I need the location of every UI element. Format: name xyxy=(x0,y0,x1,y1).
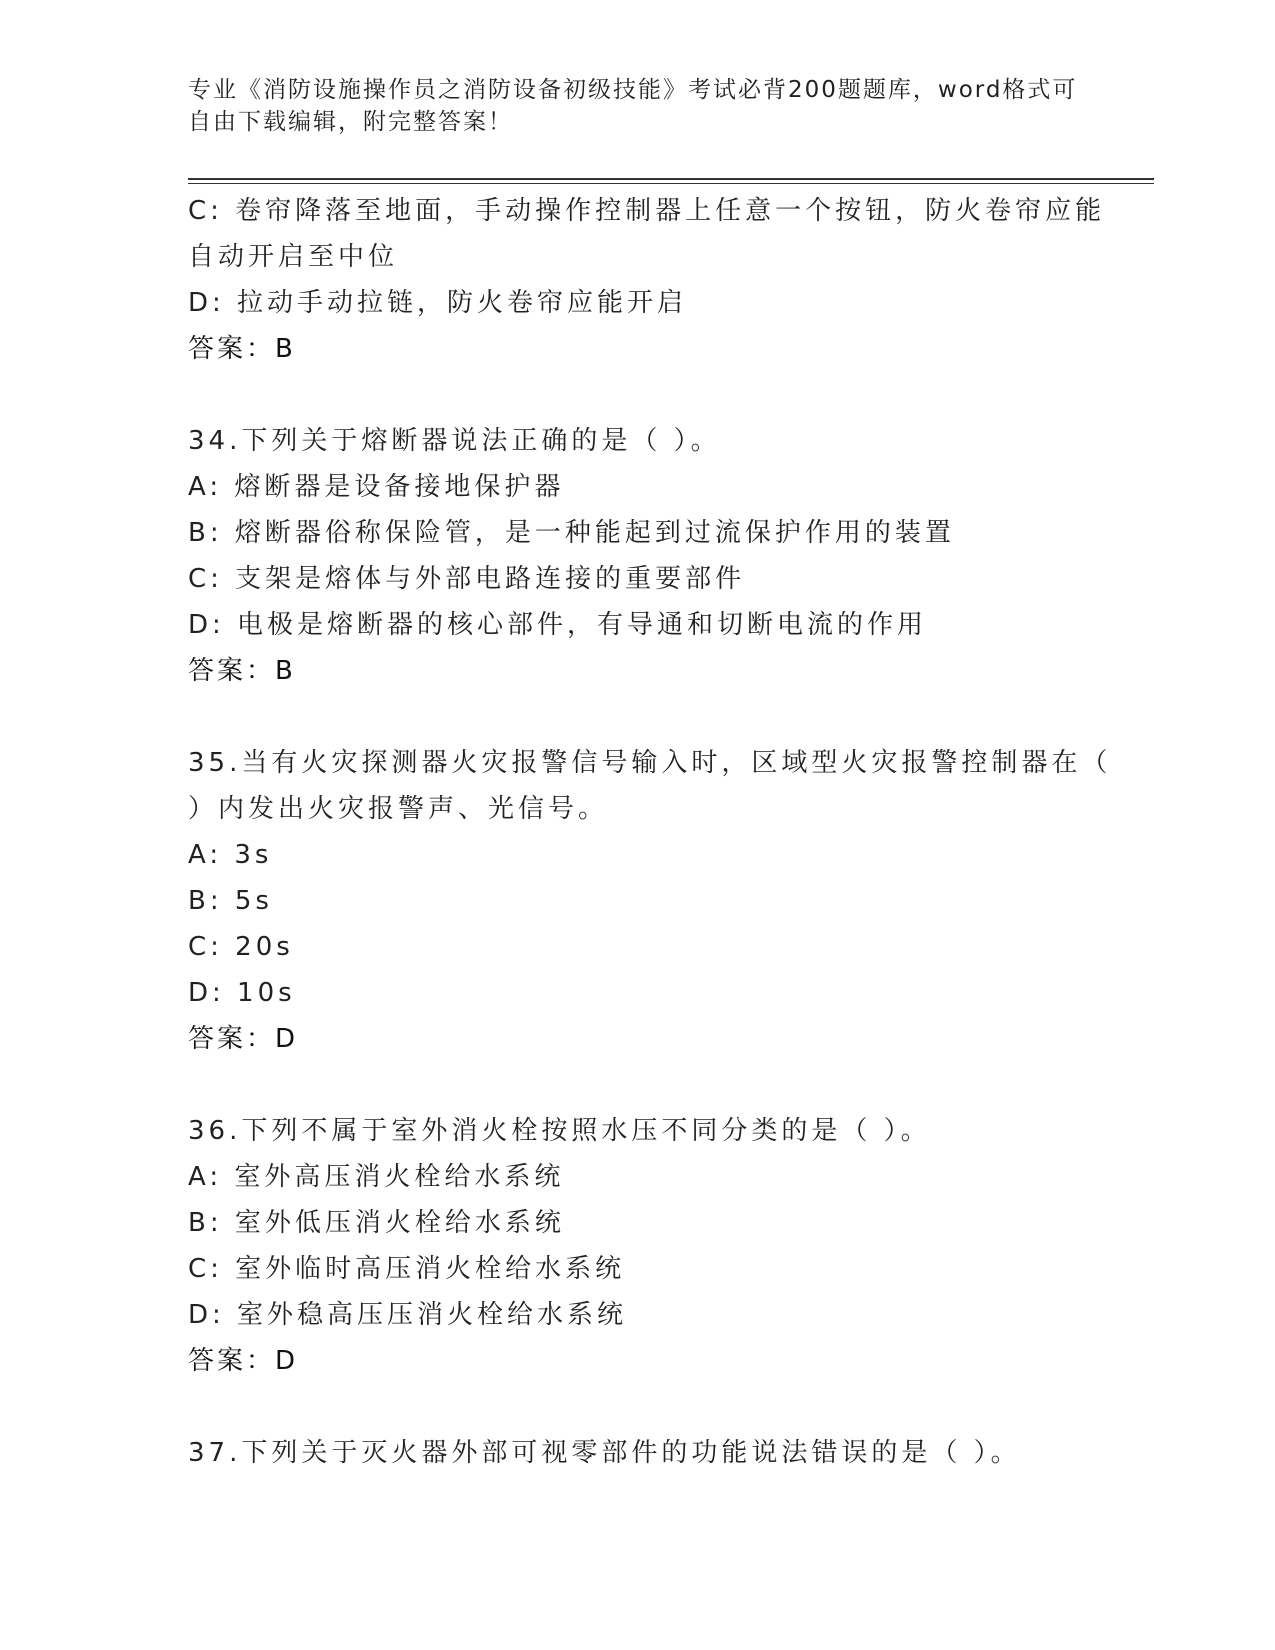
question-36 xyxy=(188,1108,1088,1384)
spacer xyxy=(188,694,1088,740)
question-stem-continued: ）内发出火灾报警声、光信号。 xyxy=(188,794,609,824)
option-line: C: 卷帘降落至地面，手动操作控制器上任意一个按钮，防火卷帘应能 xyxy=(188,196,1106,226)
option-a: A: 室外高压消火栓给水系统 xyxy=(188,1162,565,1192)
question-stem: 35.当有火灾探测器火灾报警信号输入时，区域型火灾报警控制器在（ xyxy=(188,748,1112,778)
option-line: 自动开启至中位 xyxy=(188,242,399,272)
answer-line: 答案：B xyxy=(188,656,296,686)
spacer xyxy=(188,372,1088,418)
question-35 xyxy=(188,740,1112,1062)
header-divider xyxy=(188,178,1154,184)
spacer xyxy=(188,1384,1088,1430)
option-a: A: 3s xyxy=(188,840,273,870)
document-body xyxy=(188,188,1112,1476)
question-stem: 36.下列不属于室外消火栓按照水压不同分类的是（ ）。 xyxy=(188,1116,931,1146)
question-34 xyxy=(188,418,1088,694)
question-37 xyxy=(188,1430,1088,1476)
document-header xyxy=(188,74,1088,138)
option-c: C: 20s xyxy=(188,932,294,962)
header-line-1: 专业《消防设施操作员之消防设备初级技能》考试必背200题题库，word格式可 xyxy=(188,77,1078,103)
option-a: A: 熔断器是设备接地保护器 xyxy=(188,472,565,502)
option-b: B: 室外低压消火栓给水系统 xyxy=(188,1208,565,1238)
option-d: D: 室外稳高压压消火栓给水系统 xyxy=(188,1300,628,1330)
header-line-2: 自由下载编辑，附完整答案！ xyxy=(188,109,513,135)
answer-line: 答案：D xyxy=(188,1346,299,1376)
answer-line: 答案：D xyxy=(188,1024,299,1054)
spacer xyxy=(188,1062,1088,1108)
option-c: C: 支架是熔体与外部电路连接的重要部件 xyxy=(188,564,746,594)
question-stem: 34.下列关于熔断器说法正确的是（ ）。 xyxy=(188,426,721,456)
option-line: D: 拉动手动拉链，防火卷帘应能开启 xyxy=(188,288,688,318)
question-stem: 37.下列关于灭火器外部可视零部件的功能说法错误的是（ ）。 xyxy=(188,1438,1021,1468)
option-d: D: 电极是熔断器的核心部件，有导通和切断电流的作用 xyxy=(188,610,928,640)
option-b: B: 熔断器俗称保险管，是一种能起到过流保护作用的装置 xyxy=(188,518,955,548)
question-33-continued xyxy=(188,188,1106,372)
option-b: B: 5s xyxy=(188,886,273,916)
answer-line: 答案：B xyxy=(188,334,296,364)
option-c: C: 室外临时高压消火栓给水系统 xyxy=(188,1254,626,1284)
option-d: D: 10s xyxy=(188,978,296,1008)
